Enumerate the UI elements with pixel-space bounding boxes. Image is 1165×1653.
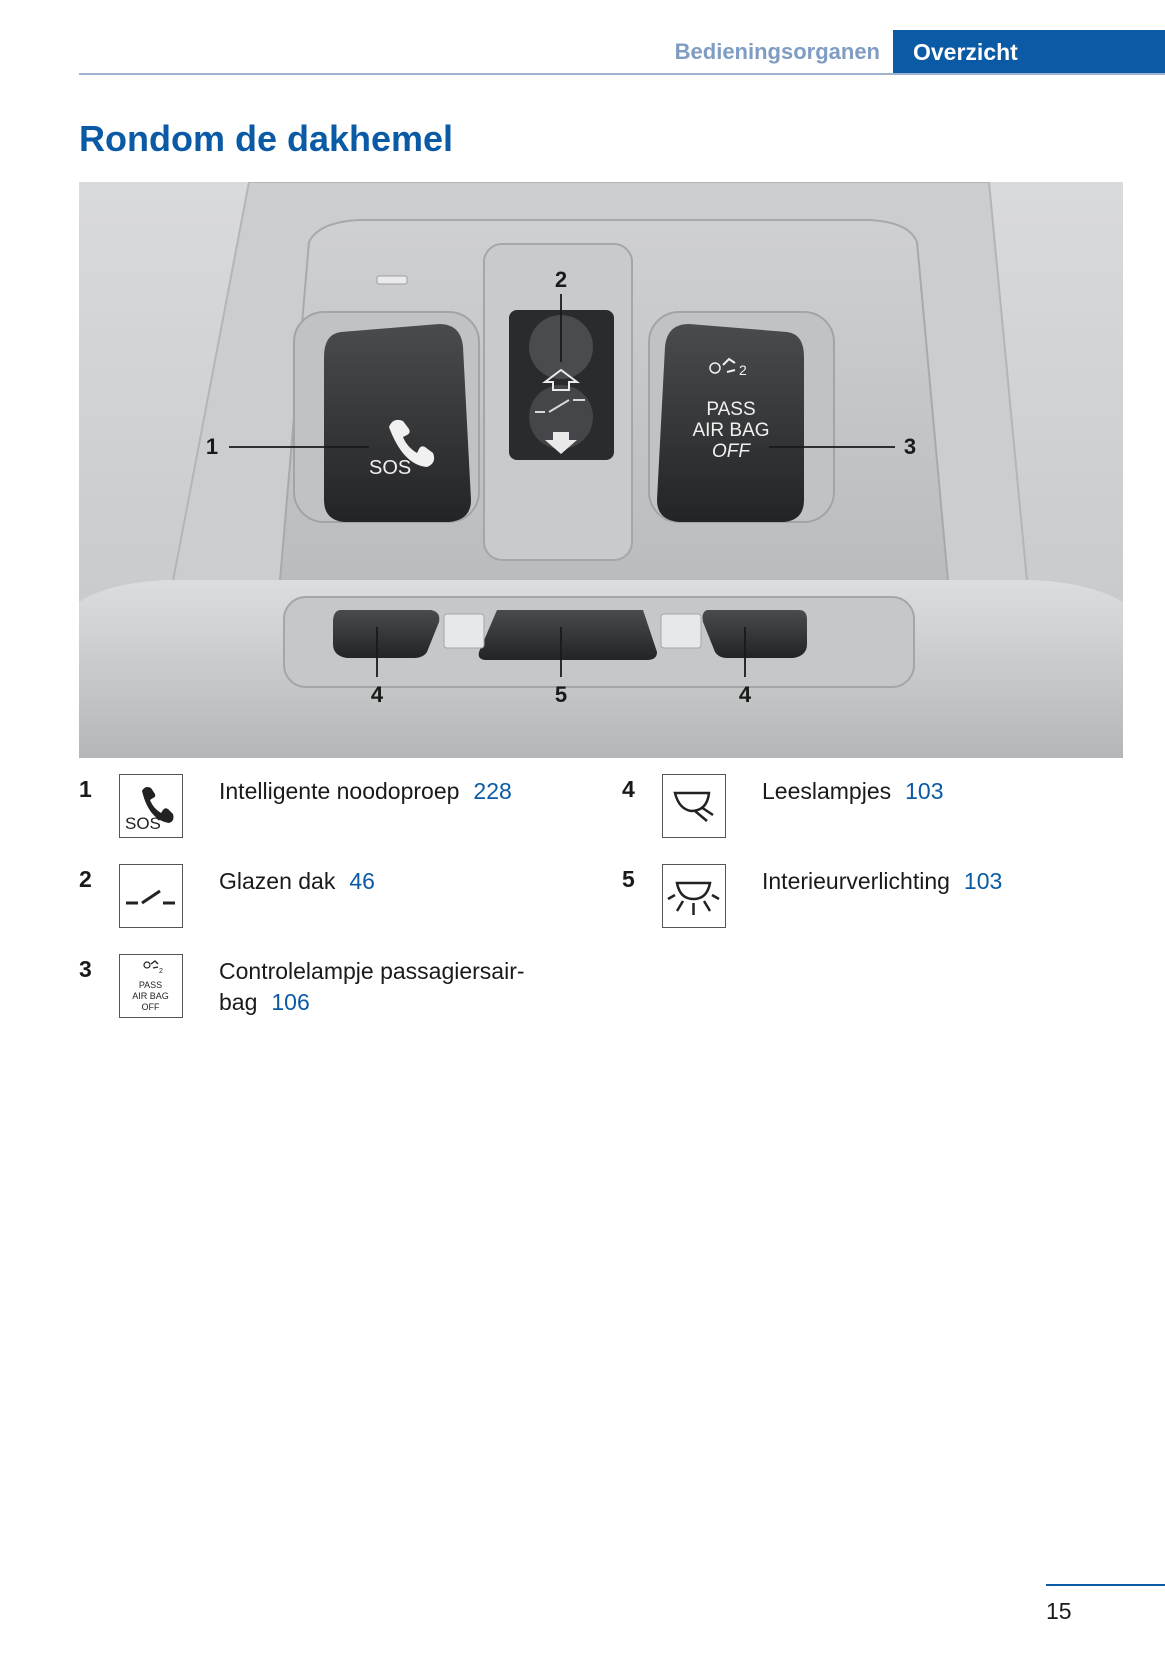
callout-4-right: 4 [738, 682, 752, 707]
airbag-sub-label: 2 [739, 362, 747, 378]
callout-1: 1 [205, 434, 219, 459]
reading-light-icon [662, 774, 726, 838]
svg-text:AIR BAG: AIR BAG [132, 991, 169, 1001]
legend-text: Glazen dak 46 [219, 868, 375, 894]
svg-text:PASS: PASS [138, 980, 163, 990]
page-title: Rondom de dakhemel [79, 118, 454, 159]
svg-text:2: 2 [159, 968, 163, 975]
glass-roof-icon [119, 864, 183, 928]
page-reference-link[interactable]: 228 [473, 778, 512, 804]
page-reference-link[interactable]: 106 [271, 989, 310, 1015]
passenger-airbag-off-icon [119, 954, 183, 1018]
airbag-label-1: PASS [706, 399, 756, 420]
legend-text: Leeslampjes 103 [762, 778, 944, 804]
legend-number: 2 [79, 866, 92, 892]
page-reference-link[interactable]: 103 [963, 868, 1003, 894]
page-number-rule [1046, 1584, 1165, 1586]
legend-text: Controlelampje passagiersair-bag 106 [219, 958, 525, 1015]
header-rule [79, 73, 1165, 75]
legend-number: 3 [79, 956, 92, 982]
chapter-tab: Overzicht [893, 30, 1165, 74]
legend-text: Interieurverlichting 103 [762, 868, 1003, 894]
callout-4-left: 4 [370, 682, 384, 707]
svg-text:SOS: SOS [125, 814, 161, 833]
sos-call-icon [119, 774, 183, 838]
overhead-console-illustration [79, 182, 1123, 758]
page-number: 15 [1046, 1598, 1072, 1624]
legend-number: 1 [79, 776, 92, 802]
legend-number: 5 [622, 866, 635, 892]
section-title: Bedieningsorganen [674, 39, 880, 64]
airbag-label-2: AIR BAG [692, 420, 770, 441]
page-reference-link[interactable]: 46 [349, 868, 375, 894]
page-reference-link[interactable]: 103 [905, 778, 944, 804]
legend-number: 4 [622, 776, 635, 802]
svg-text:OFF: OFF [141, 1002, 160, 1012]
airbag-label-3: OFF [712, 441, 750, 462]
interior-light-icon [662, 864, 726, 928]
callout-3: 3 [903, 434, 917, 459]
legend-text: Intelligente noodoproep 228 [219, 778, 512, 804]
sos-label: SOS [369, 457, 412, 479]
callout-5: 5 [554, 682, 568, 707]
callout-2: 2 [554, 267, 568, 292]
